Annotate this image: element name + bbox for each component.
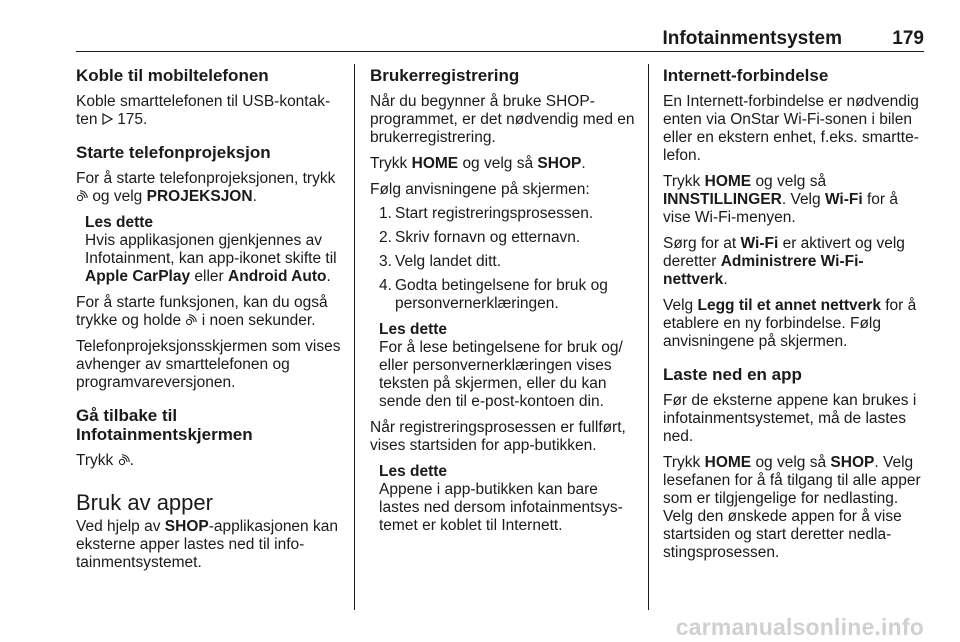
paragraph-press-shop: Trykk HOME og velg så SHOP. xyxy=(370,155,586,172)
note-title: Les dette xyxy=(379,463,448,480)
heading-connect: Koble til mobiltelefonen xyxy=(76,66,269,85)
steps-list xyxy=(370,205,636,313)
header-rule xyxy=(76,51,924,52)
paragraph-connect: Koble smarttelefonen til USB-kontak-ten 175. xyxy=(76,93,331,128)
column-divider xyxy=(648,64,649,610)
note-box: Les dette Hvis applikasjonen gjenkjennes av Infotainment, kan app-ikonet skifte til Apple CarPlay eller Android Auto. xyxy=(85,214,342,286)
note-title: Les dette xyxy=(379,321,448,338)
list-item: 4. Godta betingelsene for bruk og personvernerklæringen. xyxy=(379,277,608,312)
paragraph-registration: Når du begynner å bruke SHOP-programmet, er det nødvendig med en brukerregistrering. xyxy=(370,93,635,146)
note-box: Les dette Appene i app-butikken kan bare lastes ned dersom infotainmentsys-temet er koblet til Internett. xyxy=(379,463,636,535)
column-divider xyxy=(354,64,355,610)
phone-projection-icon xyxy=(118,454,130,466)
list-item: 1. Start registreringsprosessen. xyxy=(379,205,594,222)
paragraph-settings: Trykk HOME og velg så INNSTILLINGER. Velg Wi-Fi for å vise Wi-Fi-menyen. xyxy=(663,173,899,226)
column-right xyxy=(663,66,926,570)
paragraph-download: Før de eksterne appene kan brukes i infotainmentsystemet, må de lastes ned. xyxy=(663,392,917,445)
paragraph-complete: Når registreringsprosessen er fullført, vises startsiden for app-butikken. xyxy=(370,419,626,454)
reference-arrow-icon xyxy=(102,113,113,125)
paragraph-add-network: Velg Legg til et annet nettverk for å etablere en ny forbindelse. Følg anvisningene på skjermen. xyxy=(663,297,917,350)
paragraph-screen: Telefonprojeksjonsskjermen som vises avhenger av smarttelefonen og programvareversjonen. xyxy=(76,338,341,391)
paragraph-internet: En Internett-forbindelse er nødvendig enten via OnStar Wi-Fi-sonen i bilen eller en ekstern enhet, f.eks. smartte-lefon. xyxy=(663,93,919,164)
column-middle xyxy=(370,66,636,543)
paragraph-wifi: Sørg for at Wi-Fi er aktivert og velg deretter Administrere Wi-Fi-nettverk. xyxy=(663,235,905,288)
paragraph-start: For å starte telefonprojeksjonen, trykk og velg PROJEKSJON. xyxy=(76,170,336,205)
page-title: Infotainmentsystem xyxy=(662,28,842,49)
paragraph-follow: Følg anvisningene på skjermen: xyxy=(370,181,590,198)
page-number: 179 xyxy=(892,28,924,49)
paragraph-apps: Ved hjelp av SHOP-applikasjonen kan eksterne apper lastes ned til info-tainmentsystemet. xyxy=(76,518,338,571)
watermark: carmanualsonline.info xyxy=(675,614,924,640)
heading-registration: Brukerregistrering xyxy=(370,66,520,85)
paragraph-hold: For å starte funksjonen, kan du også trykke og holde i noen sekunder. xyxy=(76,294,328,329)
heading-download-app: Laste ned en app xyxy=(663,365,802,384)
page-header xyxy=(76,28,924,50)
note-title: Les dette xyxy=(85,214,154,231)
list-item: 3. Velg landet ditt. xyxy=(379,253,501,270)
heading-internet: Internett-forbindelse xyxy=(663,66,829,85)
phone-projection-icon xyxy=(76,190,88,202)
paragraph-download-steps: Trykk HOME og velg så SHOP. Velg lesefanen for å få tilgang til alle apper som er tilgjengelige for nedlasting. Velg den ønskede appen for å vise startsiden og start deretter nedla-stingsprosessen. xyxy=(663,454,921,561)
heading-use-apps: Bruk av apper xyxy=(76,490,213,515)
phone-projection-icon xyxy=(185,314,197,326)
list-item: 2. Skriv fornavn og etternavn. xyxy=(379,229,581,246)
note-box: Les dette For å lese betingelsene for bruk og/ eller personvernerklæringen vises teksten på skjermen, eller du kan sende den til e-post-kontoen din. xyxy=(379,321,636,411)
column-left xyxy=(76,66,342,580)
heading-start-projection: Starte telefonprojeksjon xyxy=(76,143,271,162)
paragraph-back: Trykk . xyxy=(76,452,134,469)
heading-go-back: Gå tilbake til Infotainmentskjermen xyxy=(76,406,253,444)
